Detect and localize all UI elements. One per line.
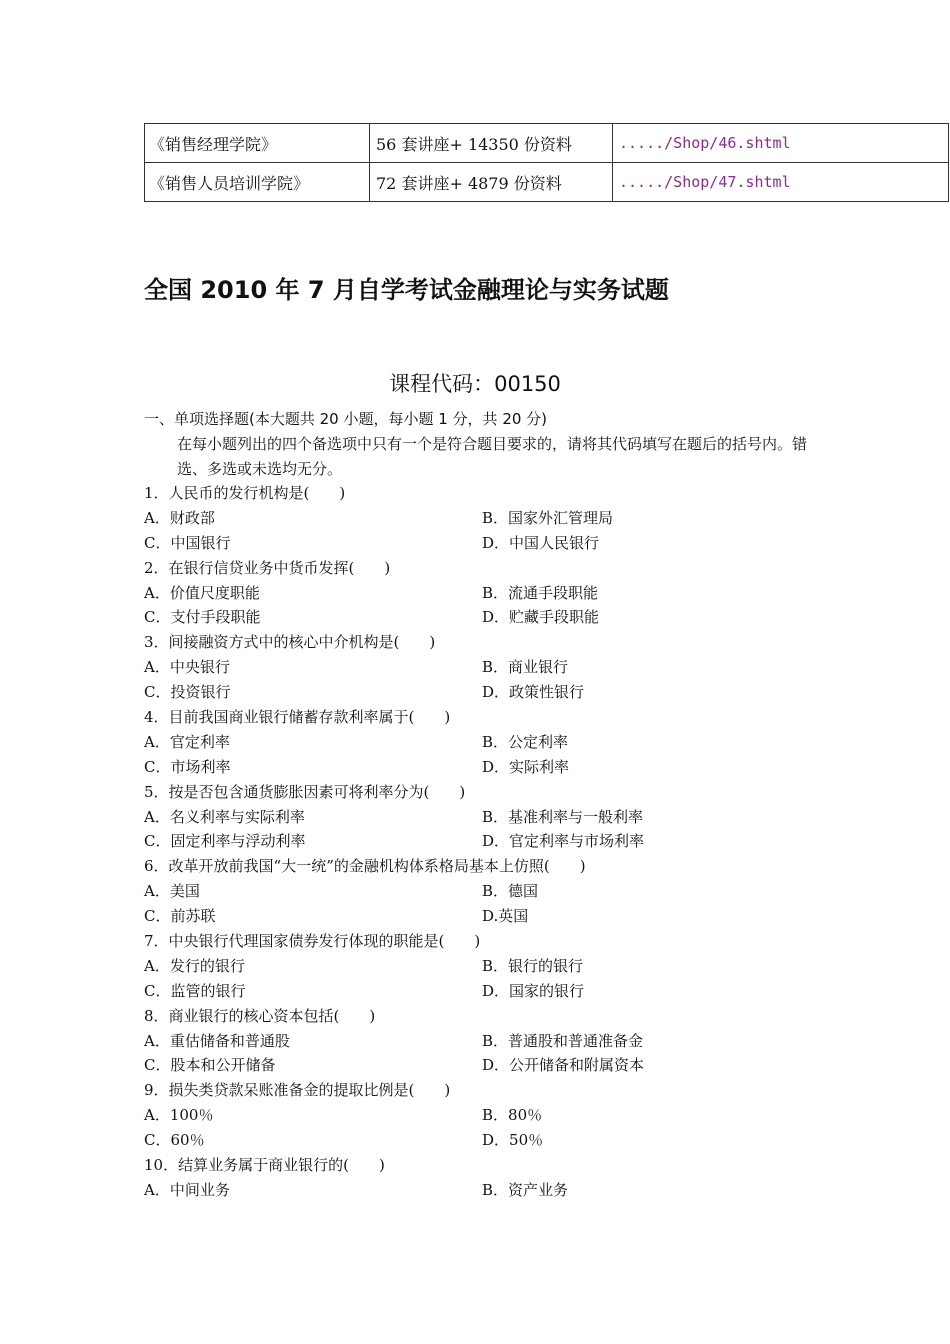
option-row	[144, 730, 844, 755]
option-row	[144, 680, 844, 705]
answer-option: D．国家的银行	[482, 981, 585, 1000]
option-row	[144, 655, 844, 680]
answer-option: D．官定利率与市场利率	[482, 832, 645, 851]
answer-option: C．监管的银行	[144, 981, 246, 1000]
question-stem: 2．在银行信贷业务中货币发挥( )	[144, 558, 391, 577]
question-stem: 3．间接融资方式中的核心中介机构是( )	[144, 633, 436, 652]
course-name-cell: 《销售人员培训学院》	[145, 163, 370, 202]
question-stem: 5．按是否包含通货膨胀因素可将利率分为( )	[144, 782, 466, 801]
question-stem: 6．改革开放前我国“大一统”的金融机构体系格局基本上仿照( )	[144, 857, 586, 876]
answer-option: D．实际利率	[482, 757, 570, 776]
option-row	[144, 1128, 844, 1153]
option-row	[144, 1103, 844, 1128]
answer-option: D．中国人民银行	[482, 533, 600, 552]
option-row	[144, 605, 844, 630]
question-stem: 1．人民币的发行机构是( )	[144, 484, 346, 502]
question-stem: 4．目前我国商业银行储蓄存款利率属于( )	[144, 708, 451, 727]
answer-option: A．财政部	[144, 508, 215, 527]
question-stem: 8．商业银行的核心资本包括( )	[144, 1006, 376, 1025]
answer-option: C．中国银行	[144, 533, 231, 552]
answer-option: A．名义利率与实际利率	[144, 807, 305, 826]
course-link[interactable]: ...../Shop/46.shtml	[613, 124, 949, 163]
answer-option: D．公开储备和附属资本	[482, 1056, 645, 1075]
link-table-row	[145, 124, 949, 163]
course-desc-cell: 56 套讲座+ 14350 份资料	[370, 124, 613, 163]
option-row	[144, 506, 844, 531]
course-name-cell: 《销售经理学院》	[145, 124, 370, 163]
course-link-table	[144, 123, 949, 202]
answer-option: B．商业银行	[482, 658, 569, 677]
question-stem: 10．结算业务属于商业银行的( )	[144, 1156, 385, 1175]
answer-option: C．市场利率	[144, 757, 231, 776]
answer-option: A．美国	[144, 882, 200, 901]
section-heading: 一、单项选择题(本大题共 20 小题，每小题 1 分，共 20 分)	[144, 410, 548, 428]
answer-option: A．重估储备和普通股	[144, 1031, 290, 1050]
exam-title: 全国 2010 年 7 月自学考试金融理论与实务试题	[144, 276, 669, 304]
link-table-row	[145, 163, 949, 202]
option-row	[144, 954, 844, 979]
question-list	[144, 481, 844, 1203]
answer-option: A．100％	[144, 1106, 214, 1125]
answer-option: D．政策性银行	[482, 683, 585, 702]
answer-option: B．80％	[482, 1106, 543, 1125]
answer-option: B．资产业务	[482, 1180, 569, 1199]
answer-option: C．投资银行	[144, 683, 231, 702]
answer-option: C．支付手段职能	[144, 608, 261, 627]
option-row	[144, 1053, 844, 1078]
answer-option: B．普通股和普通准备金	[482, 1031, 644, 1050]
course-desc-cell: 72 套讲座+ 4879 份资料	[370, 163, 613, 202]
answer-option: A．发行的银行	[144, 956, 245, 975]
answer-option: B．公定利率	[482, 732, 569, 751]
answer-option: C．固定利率与浮动利率	[144, 832, 306, 851]
option-row	[144, 1029, 844, 1054]
answer-option: D．50％	[482, 1131, 544, 1150]
answer-option: B．流通手段职能	[482, 583, 599, 602]
option-row	[144, 979, 844, 1004]
section-one	[144, 407, 817, 482]
answer-option: B．国家外汇管理局	[482, 508, 614, 527]
option-row	[144, 879, 844, 904]
option-row	[144, 829, 844, 854]
answer-option: B．德国	[482, 882, 539, 901]
option-row	[144, 755, 844, 780]
answer-option: A．中间业务	[144, 1180, 230, 1199]
answer-option: D．贮藏手段职能	[482, 608, 600, 627]
course-code: 课程代码：00150	[389, 372, 561, 396]
section-instructions: 在每小题列出的四个备选项中只有一个是符合题目要求的，请将其代码填写在题后的括号内。错选、多选或未选均无分。	[177, 435, 808, 478]
answer-option: A．中央银行	[144, 658, 230, 677]
answer-option: A．官定利率	[144, 732, 230, 751]
option-row	[144, 904, 844, 929]
option-row	[144, 805, 844, 830]
option-row	[144, 581, 844, 606]
question-stem: 9．损失类贷款呆账准备金的提取比例是( )	[144, 1081, 451, 1100]
option-row	[144, 531, 844, 556]
course-link[interactable]: ...../Shop/47.shtml	[613, 163, 949, 202]
answer-option: D.英国	[482, 907, 529, 926]
answer-option: B．基准利率与一般利率	[482, 807, 644, 826]
question-stem: 7．中央银行代理国家债券发行体现的职能是( )	[144, 932, 481, 951]
answer-option: C．股本和公开储备	[144, 1056, 276, 1075]
option-row	[144, 1178, 844, 1203]
answer-option: A．价值尺度职能	[144, 583, 260, 602]
answer-option: C．前苏联	[144, 907, 216, 926]
answer-option: B．银行的银行	[482, 956, 584, 975]
answer-option: C．60％	[144, 1131, 205, 1150]
